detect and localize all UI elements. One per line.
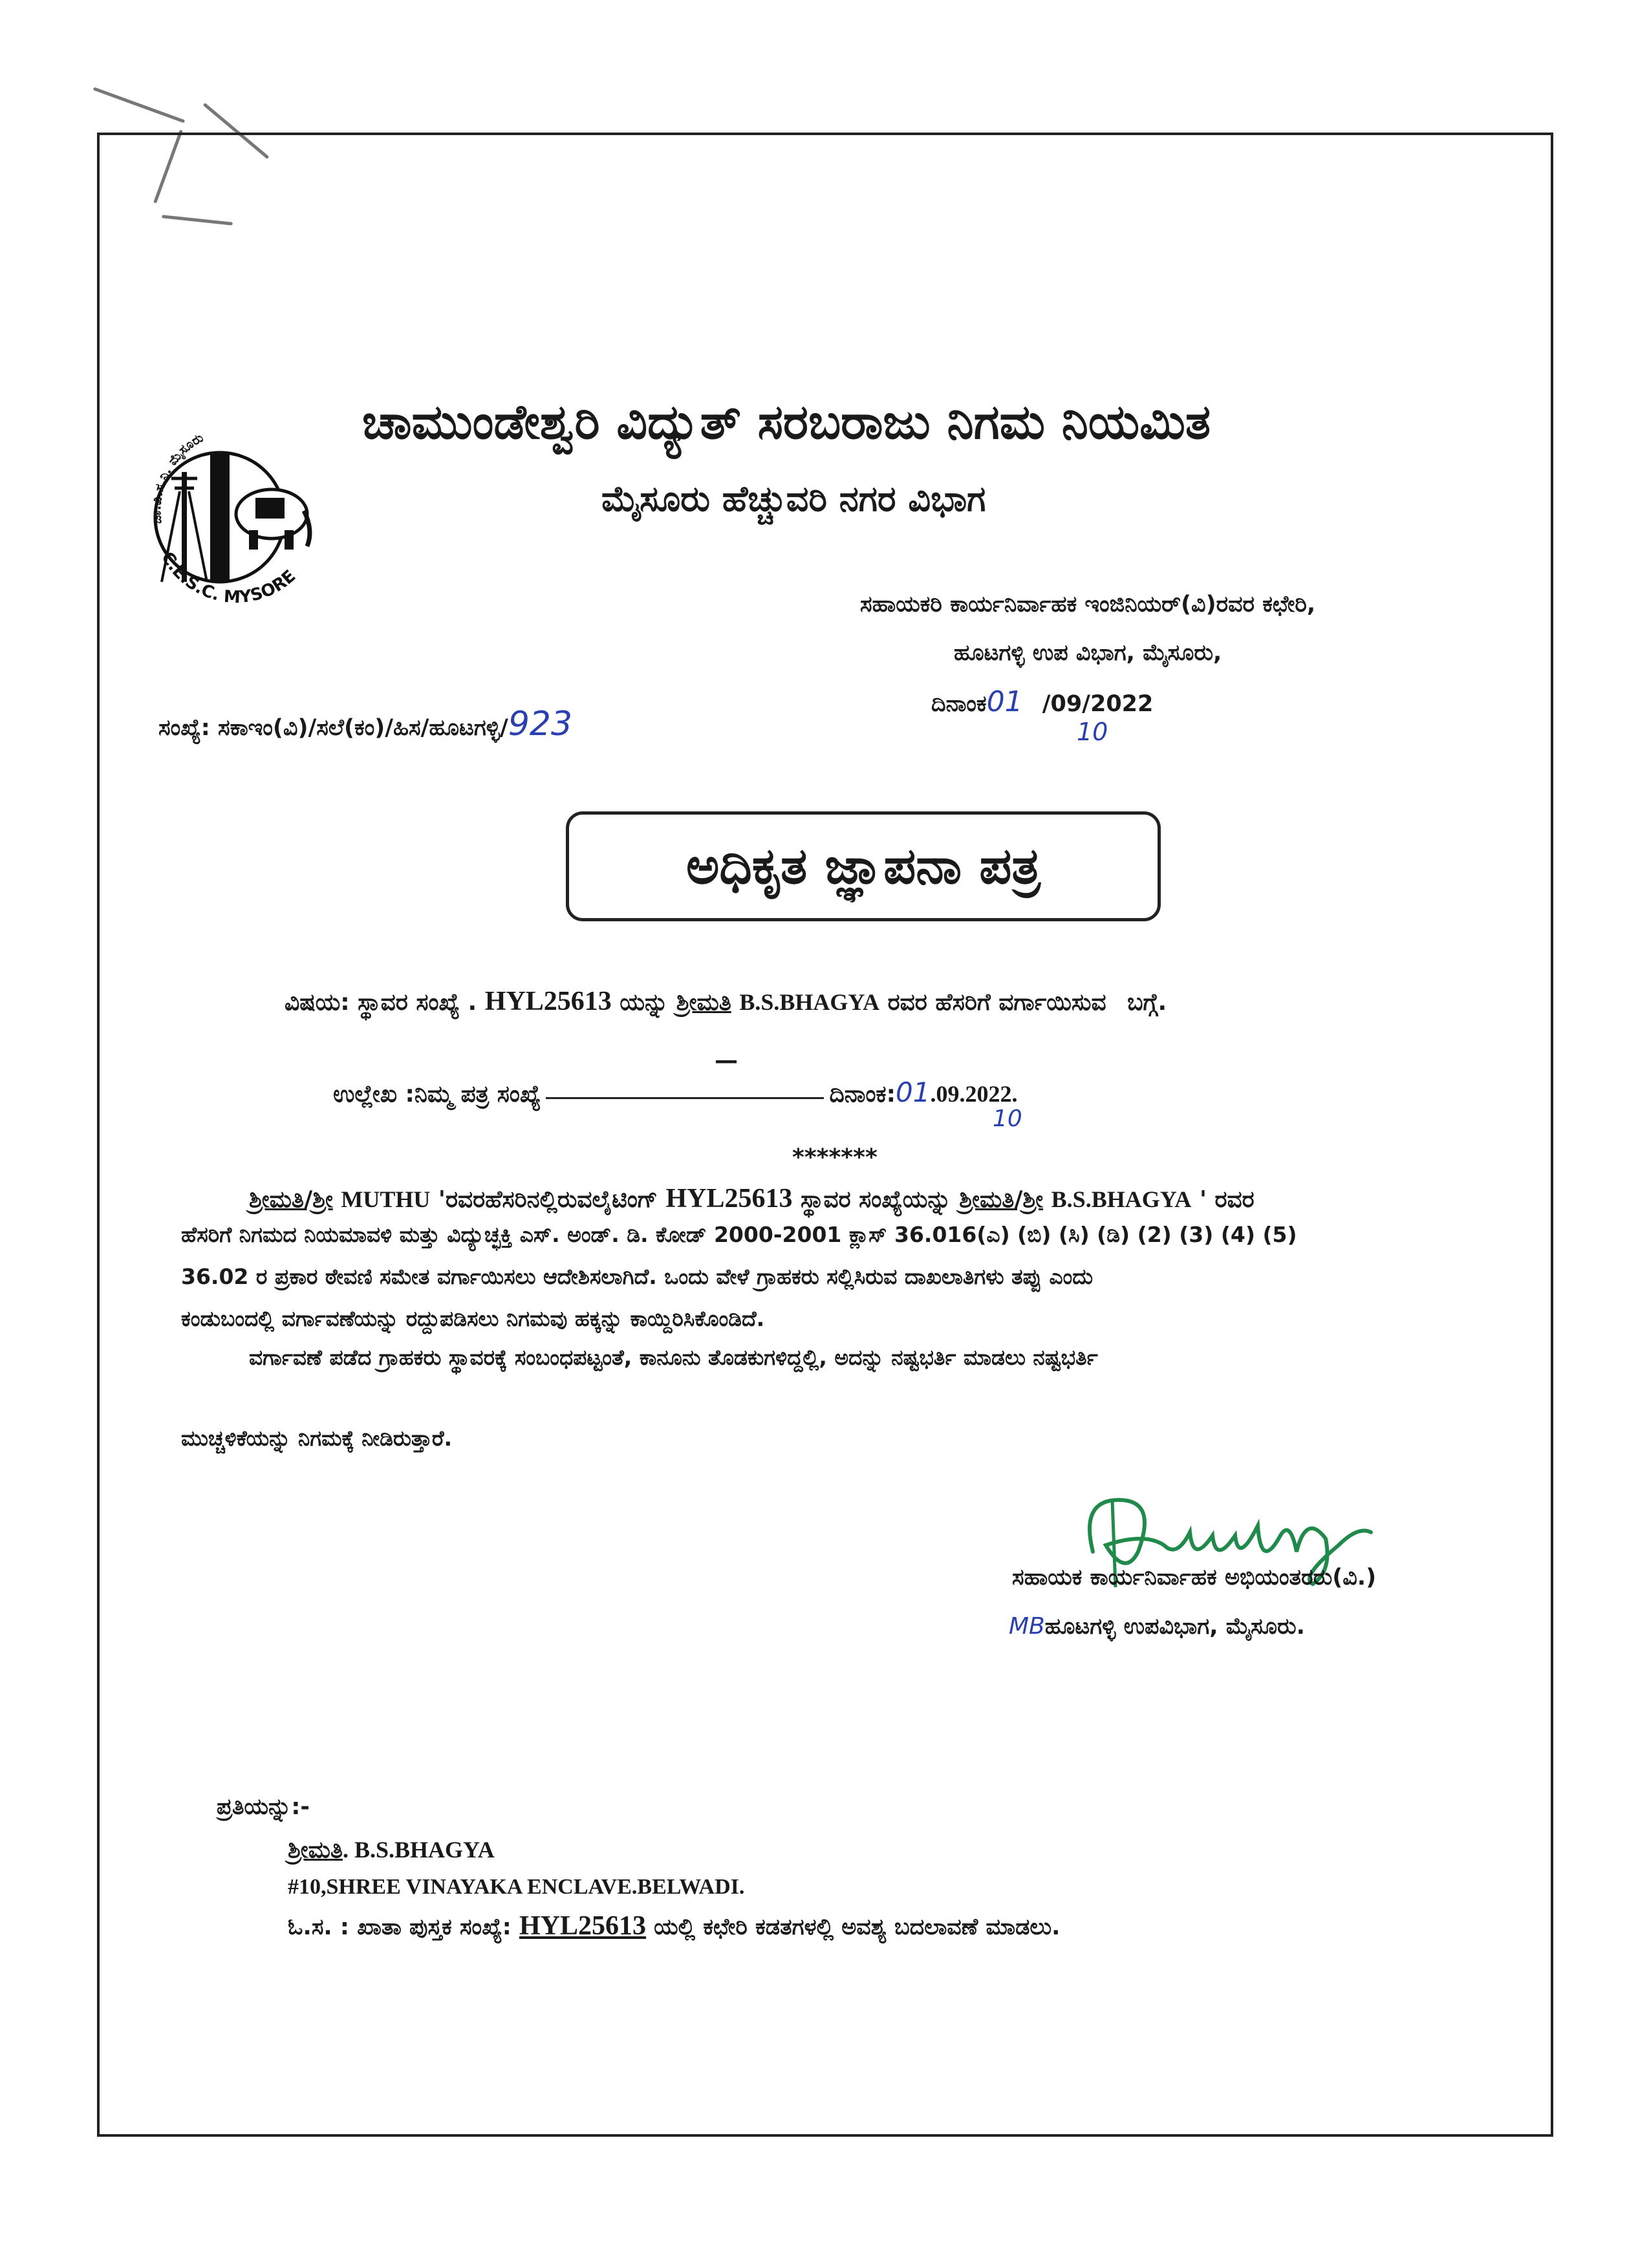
body-line-2: ಹೆಸರಿಗೆ ನಿಗಮದ ನಿಯಮಾವಳಿ ಮತ್ತು ವಿದ್ಯುಚ್ಛಕ್ತಿ ಎಸ್. ಅಂಡ್. ಡಿ. ಕೋಡ್ 2000-2001 ಕ್ಲಾಸ್ 36.016(ಎ) (ಬಿ) (ಸಿ) (ಡಿ) (2) (3) (4) (5) bbox=[181, 1222, 1297, 1247]
separator-stars: ******* bbox=[792, 1144, 878, 1171]
body-rr-number: HYL25613 bbox=[665, 1184, 793, 1214]
subject-suffix: ರವರ ಹೆಸರಿಗೆ ವರ್ಗಾಯಿಸುವ bbox=[887, 989, 1106, 1016]
reference-date-day-handwritten: 01 bbox=[896, 1076, 931, 1108]
copy-note-suffix: ಯಲ್ಲಿ ಕಛೇರಿ ಕಡತಗಳಲ್ಲಿ ಅವಶ್ಯ ಬದಲಾವಣೆ ಮಾಡಲು. bbox=[654, 1914, 1061, 1940]
staple-pin bbox=[93, 87, 186, 123]
reference-number bbox=[158, 705, 572, 744]
document-title-text: ಅಧಿಕೃತ ಜ್ಞಾಪನಾ ಪತ್ರ bbox=[686, 837, 1040, 895]
body-title-1: ಶ್ರೀಮತಿ/ಶ್ರೀ bbox=[249, 1186, 333, 1213]
reference-date-month-handwritten: 10 bbox=[993, 1106, 1022, 1132]
copy-note-rr-number: HYL25613 bbox=[519, 1911, 646, 1941]
document-title bbox=[566, 811, 1161, 921]
body-line-6: ಮುಚ್ಚಳಿಕೆಯನ್ನು ನಿಗಮಕ್ಕೆ ನೀಡಿರುತ್ತಾರೆ. bbox=[181, 1426, 453, 1451]
reference-blank-line bbox=[546, 1092, 824, 1099]
body-text-a: 'ರವರಹೆಸರಿನಲ್ಲಿರುವಲೈಟಿಂಗ್‌ bbox=[438, 1186, 658, 1213]
reference-date-label: ದಿನಾಂಕ: bbox=[829, 1081, 896, 1107]
body-name-1: MUTHU bbox=[341, 1186, 431, 1212]
reference-number-label: ಸಂಖ್ಯೆ: ಸಕಾಇಂ(ವಿ)/ಸಲೆ(ಕಂ)/ಹಿಸ/ಹೂಟಗಳ್ಳಿ/ bbox=[158, 715, 508, 741]
subject-title: ಶ್ರೀಮತಿ bbox=[676, 989, 731, 1016]
body-line-1 bbox=[249, 1183, 1255, 1214]
copy-recipient-title: ಶ್ರೀಮತಿ bbox=[288, 1837, 343, 1863]
reference-date-rest: .09.2022. bbox=[930, 1081, 1018, 1107]
reference-dash: — bbox=[715, 1047, 738, 1074]
body-line-5: ವರ್ಗಾವಣೆ ಪಡೆದ ಗ್ರಾಹಕರು ಸ್ಥಾವರಕ್ಕೆ ಸಂಬಂಧಪಟ್ಟಂತೆ, ಕಾನೂನು ತೊಡಕುಗಳಿದ್ದಲ್ಲಿ, ಅದನ್ನು ನಷ್ಟಭರ್ತಿ ಮಾಡಲು ನಷ್ಟಭರ್ತಿ bbox=[249, 1345, 1098, 1370]
office-line-2: ಹೂಟಗಳ್ಳಿ ಉಪ ವಿಭಾಗ, ಮೈಸೂರು, bbox=[954, 640, 1222, 666]
office-date-day-handwritten: 01 bbox=[986, 685, 1023, 718]
subject-prefix: ವಿಷಯ: ಸ್ಥಾವರ ಸಂಖ್ಯೆ . bbox=[285, 989, 477, 1016]
copy-note-prefix: ಓ.ಸ. : ಖಾತಾ ಪುಸ್ತಕ ಸಂಖ್ಯೆ: bbox=[288, 1914, 512, 1940]
signatory-office: ಹೂಟಗಳ್ಳಿ ಉಪವಿಭಾಗ, ಮೈಸೂರು. bbox=[1044, 1614, 1305, 1640]
signatory-designation: ಸಹಾಯಕ ಕಾರ್ಯನಿರ್ವಾಹಕ ಅಭಿಯಂತರರು(ವಿ.) bbox=[1012, 1565, 1377, 1590]
body-text-c: ' ರವರ bbox=[1199, 1186, 1255, 1213]
office-date bbox=[931, 685, 1153, 718]
logo-bottom-text: C.E.S.C. MYSORE bbox=[157, 548, 300, 608]
company-name: ಚಾಮುಂಡೇಶ್ವರಿ ವಿದ್ಯುತ್ ಸರಬರಾಜು ನಿಗಮ ನಿಯಮಿತ bbox=[362, 394, 1211, 450]
subject-mid: ಯನ್ನು bbox=[620, 989, 669, 1016]
signatory-office-line bbox=[1009, 1613, 1305, 1640]
division-name: ಮೈಸೂರು ಹೆಚ್ಚುವರಿ ನಗರ ವಿಭಾಗ bbox=[601, 478, 986, 519]
subject-line bbox=[285, 986, 1167, 1017]
subject-rr-number: HYL25613 bbox=[484, 987, 612, 1016]
copy-recipient-address: #10,SHREE VINAYAKA ENCLAVE.BELWADI. bbox=[288, 1875, 745, 1899]
copy-to-label: ಪ್ರತಿಯನ್ನು:- bbox=[217, 1794, 310, 1820]
copy-recipient-name: . B.S.BHAGYA bbox=[343, 1837, 495, 1863]
logo-arc-text: ಚಾ.ವಿ.ಸ.ನಿ. ಮೈಸೂರು bbox=[147, 429, 206, 525]
reference-number-handwritten: 923 bbox=[508, 705, 573, 744]
body-text-b: ಸ್ಥಾವರ ಸಂಖ್ಯೆಯನ್ನು bbox=[801, 1186, 951, 1213]
office-date-month-handwritten: 10 bbox=[1077, 718, 1108, 746]
body-line-3: 36.02 ರ ಪ್ರಕಾರ ಠೇವಣಿ ಸಮೇತ ವರ್ಗಾಯಿಸಲು ಆದೇಶಿಸಲಾಗಿದೆ. ಒಂದು ವೇಳೆ ಗ್ರಾಹಕರು ಸಲ್ಲಿಸಿರುವ ದಾಖಲಾತಿಗಳು ತಪ್ಪು ಎಂದು bbox=[181, 1264, 1094, 1289]
cesc-logo bbox=[123, 401, 343, 621]
office-date-label: ದಿನಾಂಕ bbox=[931, 691, 987, 717]
signatory-initials-handwritten: MB bbox=[1009, 1613, 1045, 1640]
body-name-2: B.S.BHAGYA bbox=[1051, 1186, 1192, 1212]
copy-note bbox=[288, 1910, 1060, 1942]
office-line-1: ಸಹಾಯಕರಿ ಕಾರ್ಯನಿರ್ವಾಹಕ ಇಂಜಿನಿಯರ್(ವಿ)ರವರ ಕಛೇರಿ, bbox=[860, 592, 1316, 617]
reference-line bbox=[333, 1076, 1017, 1108]
copy-recipient bbox=[288, 1836, 495, 1864]
reference-label: ಉಲ್ಲೇಖ :ನಿಮ್ಮ ಪತ್ರ ಸಂಖ್ಯೆ bbox=[333, 1081, 541, 1107]
subject-name: B.S.BHAGYA bbox=[739, 989, 880, 1015]
office-date-rest: /09/2022 bbox=[1042, 691, 1154, 717]
body-line-4: ಕಂಡುಬಂದಲ್ಲಿ ವರ್ಗಾವಣೆಯನ್ನು ರದ್ದುಪಡಿಸಲು ನಿಗಮವು ಹಕ್ಕನ್ನು ಕಾಯ್ದಿರಿಸಿಕೊಂಡಿದೆ. bbox=[181, 1306, 765, 1331]
subject-end: ಬಗ್ಗೆ. bbox=[1127, 989, 1167, 1016]
body-title-2: ಶ್ರೀಮತಿ/ಶ್ರೀ bbox=[959, 1186, 1044, 1213]
